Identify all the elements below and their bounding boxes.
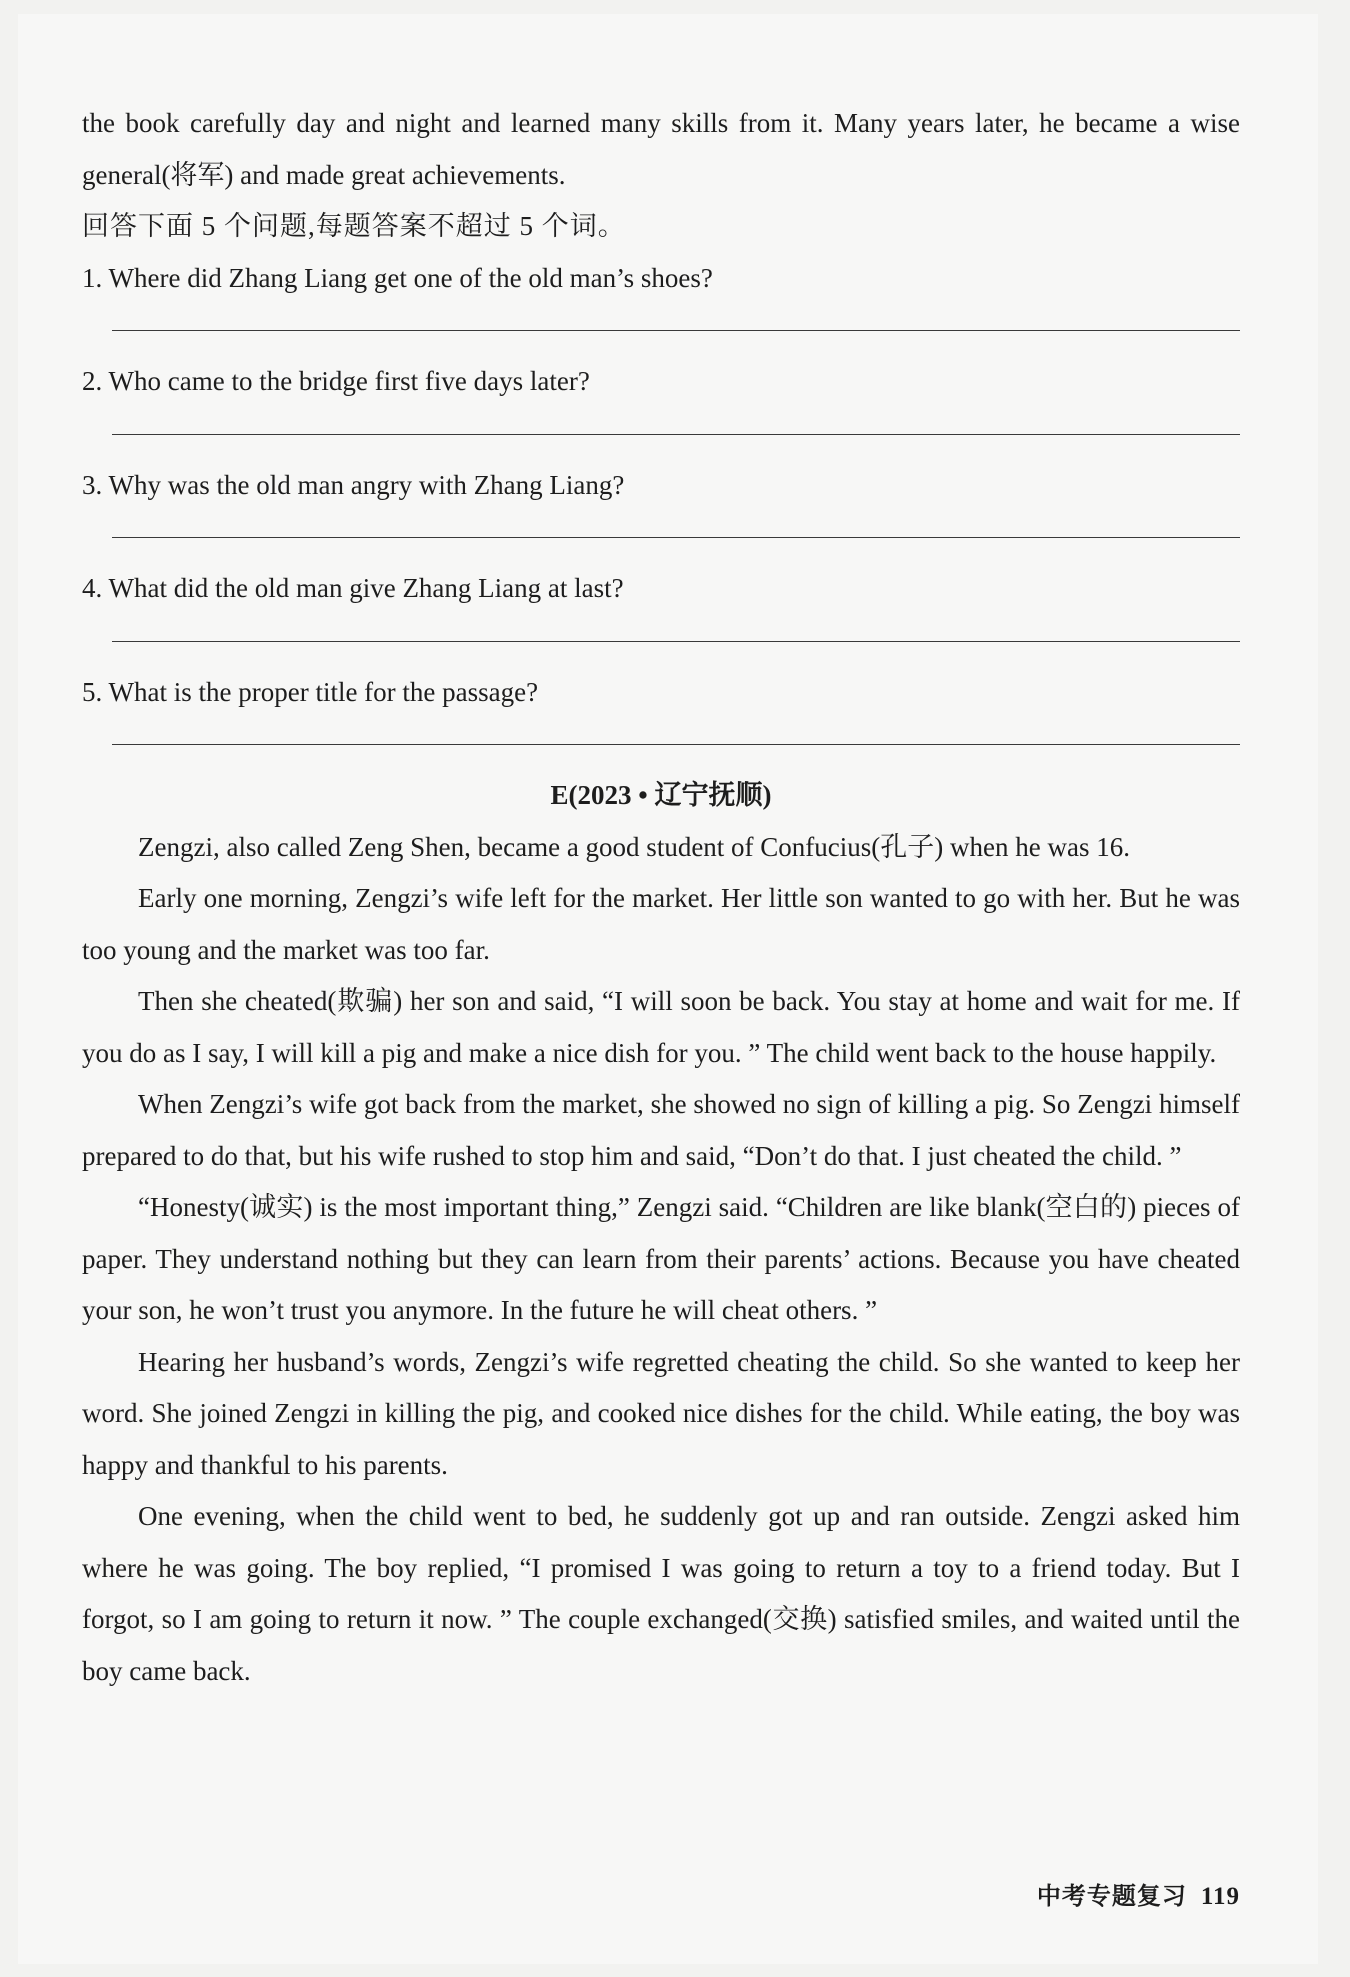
answer-line-3[interactable] [82,511,1240,563]
answer-line-4[interactable] [82,615,1240,667]
passage-e-paragraph-6: Hearing her husband’s words, Zengzi’s wife regretted cheating the child. So she wanted to keep her word. She joined Zengzi in killing the pig, and cooked nice dishes for the child. While eating, the boy was happy and thankful to his parents. [82,1346,1240,1480]
question-list [82,253,1240,771]
page-footer [1037,1876,1240,1911]
question-instruction: 回答下面 5 个问题,每题答案不超过 5 个词。 [82,211,626,241]
answer-line-5[interactable] [82,718,1240,770]
passage-e-paragraph-5: “Honesty(诚实) is the most important thing,” Zengzi said. “Children are like blank(空白的) pieces of paper. They understand nothing but they can learn from their parents’ actions. Because you have cheated your son, he won’t trust you anymore. In the future he will cheat others. ” [82,1192,1240,1325]
passage-e [82,822,1240,1698]
passage-e-paragraph-1: Zengzi, also called Zeng Shen, became a good student of Confucius(孔子) when he was 16. [138,831,1130,862]
question-3: 3. Why was the old man angry with Zhang Liang? [82,469,625,500]
passage-e-paragraph-4: When Zengzi’s wife got back from the market, she showed no sign of killing a pig. So Zengzi himself prepared to do that, but his wife rushed to stop him and said, “Don’t do that. I just cheated the child. ” [82,1089,1240,1171]
passage-e-paragraph-7: One evening, when the child went to bed, he suddenly got up and ran outside. Zengzi asked him where he was going. The boy replied, “I promised I was going to return a toy to a friend today. But I forgot, so I am going to return it now. ” The couple exchanged(交换) satisfied smiles, and waited until the boy came back. [82,1501,1240,1686]
passage-e-paragraph-2: Early one morning, Zengzi’s wife left for the market. Her little son wanted to go with her. But he was too young and the market was too far. [82,883,1240,965]
page-content [82,98,1240,1697]
answer-line-2[interactable] [82,408,1240,460]
question-5: 5. What is the proper title for the passage? [82,676,539,707]
passage-d-ending: the book carefully day and night and learned many skills from it. Many years later, he became a wise general(将军) and made great achievements. [82,108,1240,190]
answer-line-1[interactable] [82,304,1240,356]
passage-e-paragraph-3: Then she cheated(欺骗) her son and said, “I will soon be back. You stay at home and wait for me. If you do as I say, I will kill a pig and make a nice dish for you. ” The child went back to the house happily. [82,986,1240,1068]
question-1: 1. Where did Zhang Liang get one of the old man’s shoes? [82,262,713,293]
book-title: 中考专题复习 [1036,1882,1187,1910]
page-number: 119 [1200,1883,1240,1910]
section-e-title: E(2023 • 辽宁抚顺) [550,780,772,810]
question-2: 2. Who came to the bridge first five days later? [82,366,590,396]
question-4: 4. What did the old man give Zhang Liang at last? [82,573,624,603]
